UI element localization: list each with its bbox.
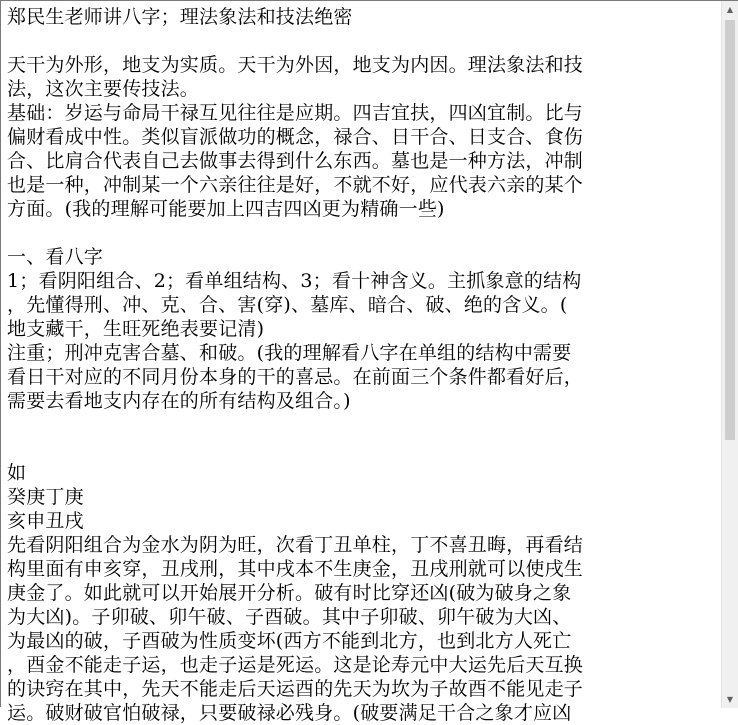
text-line: ，先懂得刑、冲、克、合、害(穿)、墓库、暗合、破、绝的含义。( [7,294,568,316]
text-line: 看日干对应的不同月份本身的干的喜忌。在前面三个条件都看好后， [7,366,584,388]
text-line: 的诀窍在其中，先天不能走后天运酉的先天为坎为子故酉不能见走子 [7,678,584,700]
text-line: 如 [7,462,27,484]
text-line: 为大凶)。子卯破、卯午破、子酉破。其中子卯破、卯午破为大凶、 [7,606,572,628]
text-line: 为最凶的破，子酉破为性质变坏(西方不能到北方，也到北方人死亡 [7,630,572,652]
text-line: 基础：岁运与命局干禄互见往往是应期。四吉宜扶，四凶宜制。比与 [7,102,584,124]
text-line [7,413,713,437]
text-line [7,29,713,53]
scroll-thumb[interactable] [725,20,735,440]
text-line: 注重；刑冲克害合墓、和破。(我的理解看八字在单组的结构中需要 [7,342,572,364]
text-line: 需要去看地支内存在的所有结构及组合。) [7,390,351,412]
text-line: ，酉金不能走子运，也走子运是死运。这是论寿元中大运先后天互换 [7,654,584,676]
text-line: 运。破财破官怕破禄，只要破禄必残身。(破要满足干合之象才应凶 [7,702,572,724]
text-line: 合、比肩合代表自己去做事去得到什么东西。墓也是一种方法，冲制 [7,150,584,172]
text-line [7,437,713,461]
text-line: 也是一种，冲制某一个六亲往往是好，不就不好，应代表六亲的某个 [7,174,584,196]
text-line: 构里面有申亥穿，丑戌刑，其中戌本不生庚金，丑戌刑就可以使戌生 [7,558,584,580]
vertical-scrollbar[interactable] [721,1,738,708]
text-line: 天干为外形，地支为实质。天干为外因，地支为内因。理法象法和技 [7,54,584,76]
text-line: 地支藏干，生旺死绝表要记清) [7,318,265,340]
text-line: 癸庚丁庚 [7,486,84,508]
text-line: 偏财看成中性。类似盲派做功的概念，禄合、日干合、日支合、食伤 [7,126,584,148]
document-text-area[interactable] [7,5,713,724]
text-line: 先看阴阳组合为金水为阴为旺，次看丁丑单柱，丁不喜丑晦，再看结 [7,534,584,556]
scroll-up-arrow-icon[interactable]: ▲ [726,5,734,14]
text-line: 1；看阴阳组合、2；看单组结构、3；看十神含义。主抓象意的结构 [7,270,582,292]
text-line: 法，这次主要传技法。 [7,78,200,100]
text-line: 一、看八字 [7,246,104,268]
text-line: 亥申丑戌 [7,510,84,532]
text-line [7,221,713,245]
text-line: 郑民生老师讲八字；理法象法和技法绝密 [7,6,353,28]
scroll-down-arrow-icon[interactable]: ▼ [726,695,734,704]
text-line: 方面。(我的理解可能要加上四吉四凶更为精确一些) [7,198,445,220]
text-line: 庚金了。如此就可以开始展开分析。破有时比穿还凶(破为破身之象 [7,582,572,604]
